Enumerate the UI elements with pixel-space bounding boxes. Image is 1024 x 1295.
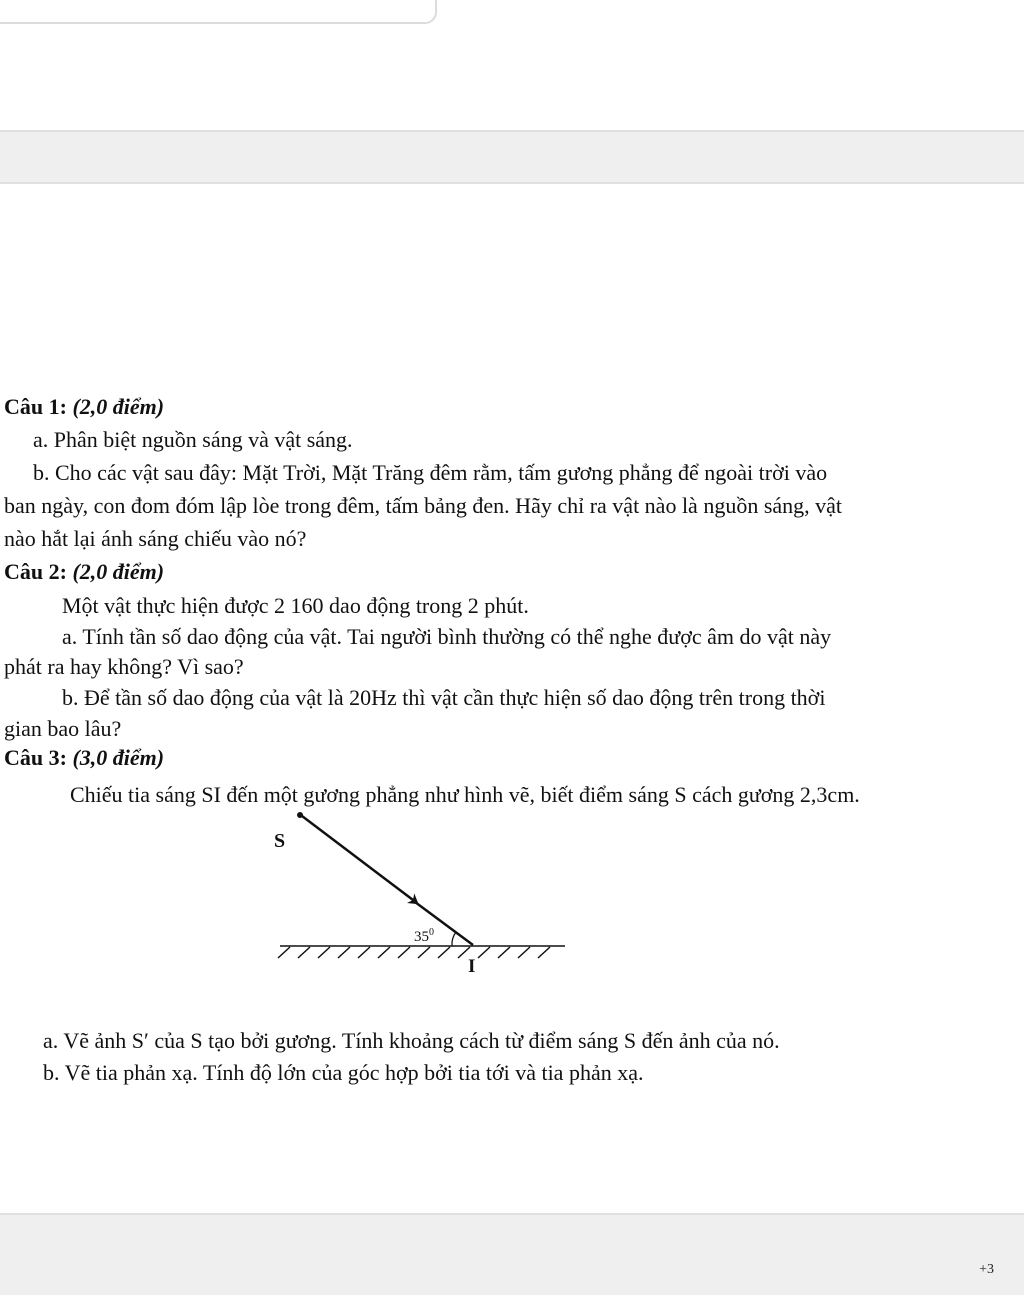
- q2-part-a-line2: phát ra hay không? Vì sao?: [4, 654, 244, 679]
- point-i-label: I: [468, 956, 476, 977]
- top-card: [0, 0, 437, 24]
- incident-ray-arrow: [302, 816, 417, 903]
- q1-part-b-line3: nào hắt lại ánh sáng chiếu vào nó?: [4, 526, 307, 551]
- mirror-hatching: [278, 947, 550, 958]
- q3-points: (3,0 điểm): [72, 745, 165, 770]
- q2-intro: Một vật thực hiện được 2 160 dao động trong 2 phút.: [62, 593, 529, 618]
- q2-part-b-line2: gian bao lâu?: [4, 716, 122, 741]
- q1-points: (2,0 điểm): [72, 394, 165, 419]
- q1-part-b-line2: ban ngày, con đom đóm lập lòe trong đêm, tấm bảng đen. Hãy chỉ ra vật nào là nguồn sáng, vật: [4, 493, 843, 518]
- q1-part-b-line1: b. Cho các vật sau đây: Mặt Trời, Mặt Trăng đêm rằm, tấm gương phẳng để ngoài trời vào: [33, 460, 828, 485]
- mirror-diagram: [260, 800, 580, 1000]
- angle-label: [414, 927, 434, 945]
- q1-part-a: a. Phân biệt nguồn sáng và vật sáng.: [33, 427, 353, 452]
- bottom-gray-band: [0, 1213, 1024, 1295]
- point-s-label: S: [274, 830, 286, 852]
- q3-part-b: b. Vẽ tia phản xạ. Tính độ lớn của góc hợp bởi tia tới và tia phản xạ.: [43, 1060, 644, 1085]
- corner-mark: +3: [979, 1262, 994, 1277]
- angle-arc: [452, 932, 456, 946]
- q2-points: (2,0 điểm): [72, 559, 165, 584]
- q3-heading: [4, 743, 164, 773]
- angle-unit: 0: [429, 927, 434, 938]
- q2-part-b-line1: b. Để tần số dao động của vật là 20Hz thì vật cần thực hiện số dao động trên trong thời: [62, 685, 826, 710]
- q2-heading: [4, 557, 164, 587]
- angle-value: 35: [414, 929, 429, 945]
- q1-title: Câu 1:: [4, 394, 67, 419]
- q2-part-a-line1: a. Tính tần số dao động của vật. Tai người bình thường có thể nghe được âm do vật này: [62, 624, 832, 649]
- q3-title: Câu 3:: [4, 745, 67, 770]
- top-gray-band: [0, 130, 1024, 184]
- q2-title: Câu 2:: [4, 559, 67, 584]
- q3-part-a: a. Vẽ ảnh S′ của S tạo bởi gương. Tính khoảng cách từ điểm sáng S đến ảnh của nó.: [43, 1028, 780, 1053]
- q3-intro: Chiếu tia sáng SI đến một gương phẳng như hình vẽ, biết điểm sáng S cách gương 2,3cm.: [70, 782, 860, 807]
- q1-heading: [4, 392, 164, 422]
